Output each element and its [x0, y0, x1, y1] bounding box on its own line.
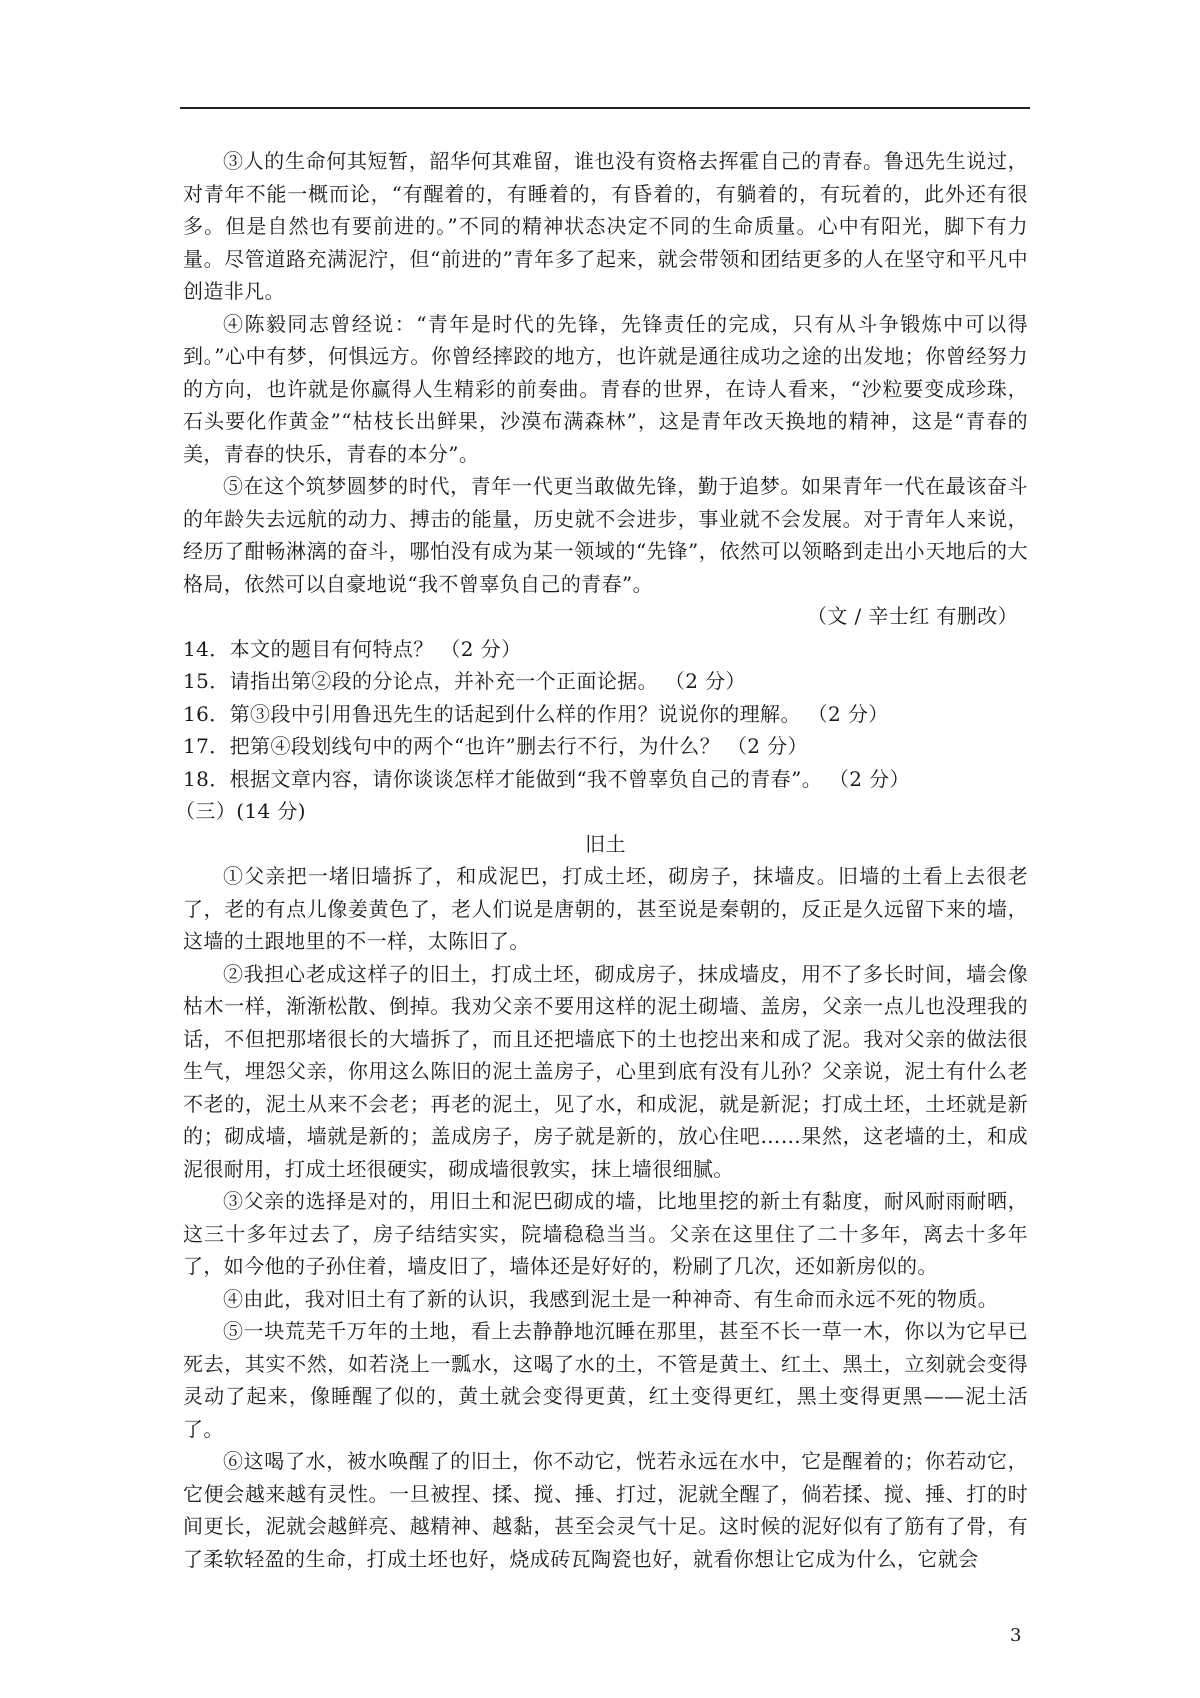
article-paragraph-3: ③父亲的选择是对的，用旧土和泥巴砌成的墙，比地里挖的新土有黏度，耐风耐雨耐晒，这三十多年过去了，房子结结实实，院墙稳稳当当。父亲在这里住了二十多年，离去十多年了，如今他的子孙住着，墙皮旧了，墙体还是好好的，粉刷了几次，还如新房似的。	[183, 1189, 1028, 1278]
article-paragraph-1: ①父亲把一堵旧墙拆了，和成泥巴，打成土坯，砌房子，抹墙皮。旧墙的土看上去很老了，老的有点儿像姜黄色了，老人们说是唐朝的，甚至说是秦朝的，反正是久远留下来的墙，这墙的土跟地里的不一样，太陈旧了。	[183, 864, 1028, 953]
question-16: 16．第③段中引用鲁迅先生的话起到什么样的作用？说说你的理解。 （2 分）	[183, 701, 889, 726]
paragraph-3: ③人的生命何其短暂，韶华何其难留，谁也没有资格去挥霍自己的青春。鲁迅先生说过，对青年不能一概而论，“有醒着的，有睡着的，有昏着的，有躺着的，有玩着的，此外还有很多。但是自然也有要前进的。”不同的精神状态决定不同的生命质量。心中有阳光，脚下有力量。尽管道路充满泥泞，但“前进的”青年多了起来，就会带领和团结更多的人在坚守和平凡中创造非凡。	[183, 149, 1028, 303]
page-number: 3	[1010, 1625, 1022, 1646]
question-14: 14．本文的题目有何特点？ （2 分）	[183, 636, 522, 661]
article-paragraph-6: ⑥这喝了水，被水唤醒了的旧土，你不动它，恍若永远在水中，它是醒着的；你若动它，它便会越来越有灵性。一旦被捏、揉、搅、捶、打过，泥就全醒了，倘若揉、搅、捶、打的时间更长，泥就会越鲜亮、越精神、越黏，甚至会灵气十足。这时候的泥好似有了筋有了骨，有了柔软轻盈的生命，打成土坯也好，烧成砖瓦陶瓷也好，就看你想让它成为什么，它就会	[183, 1449, 1028, 1571]
article-paragraph-5: ⑤一块荒芜千万年的土地，看上去静静地沉睡在那里，甚至不长一草一木，你以为它早已死去，其实不然，如若浇上一瓢水，这喝了水的土，不管是黄土、红土、黑土，立刻就会变得灵动了起来，像睡醒了似的，黄土就会变得更黄，红土变得更红，黑土变得更黑——泥土活了。	[183, 1319, 1028, 1441]
article-paragraph-4: ④由此，我对旧土有了新的认识，我感到泥土是一种神奇、有生命而永远不死的物质。	[223, 1286, 999, 1311]
article-paragraph-2: ②我担心老成这样子的旧土，打成土坯，砌成房子，抹成墙皮，用不了多长时间，墙会像枯木一样，渐渐松散、倒掉。我劝父亲不要用这样的泥土砌墙、盖房，父亲一点儿也没理我的话，不但把那堵很长的大墙拆了，而且还把墙底下的土也挖出来和成了泥。我对父亲的做法很生气，埋怨父亲，你用这么陈旧的泥土盖房子，心里到底有没有儿孙？父亲说，泥土有什么老不老的，泥土从来不会老；再老的泥土，见了水，和成泥，就是新泥；打成土坯，土坯就是新的；砌成墙，墙就是新的；盖成房子，房子就是新的，放心住吧……果然，这老墙的土，和成泥很耐用，打成土坯很硬实，砌成墙很敦实，抹上墙很细腻。	[183, 961, 1028, 1181]
paragraph-4: ④陈毅同志曾经说：“青年是时代的先锋，先锋责任的完成，只有从斗争锻炼中可以得到。”心中有梦，何惧远方。你曾经摔跤的地方，也许就是通往成功之途的出发地；你曾经努力的方向，也许就是你赢得人生精彩的前奏曲。青春的世界，在诗人看来，“沙粒要变成珍珠，石头要化作黄金”“枯枝长出鲜果，沙漠布满森林”，这是青年改天换地的精神，这是“青春的美，青春的快乐，青春的本分”。	[183, 311, 1028, 466]
question-18: 18．根据文章内容，请你谈谈怎样才能做到“我不曾辜负自己的青春”。 （2 分）	[183, 766, 910, 791]
question-17: 17．把第④段划线句中的两个“也许”删去行不行，为什么？ （2 分）	[183, 734, 808, 758]
source-note: （文 / 辛士红 有删改）	[806, 604, 1018, 628]
section-label: （三）(14 分)	[175, 799, 307, 823]
paragraph-5: ⑤在这个筑梦圆梦的时代，青年一代更当敢做先锋，勤于追梦。如果青年一代在最该奋斗的年龄失去远航的动力、搏击的能量，历史就不会进步，事业就不会发展。对于青年人来说，经历了酣畅淋漓的奋斗，哪怕没有成为某一领域的“先锋”，依然可以领略到走出小天地后的大格局，依然可以自豪地说“我不曾辜负自己的青春”。	[183, 474, 1028, 596]
header-rule	[180, 107, 1030, 109]
question-15: 15．请指出第②段的分论点，并补充一个正面论据。 （2 分）	[183, 669, 746, 693]
article-title: 旧土	[585, 831, 626, 856]
page-content	[175, 145, 1028, 1575]
